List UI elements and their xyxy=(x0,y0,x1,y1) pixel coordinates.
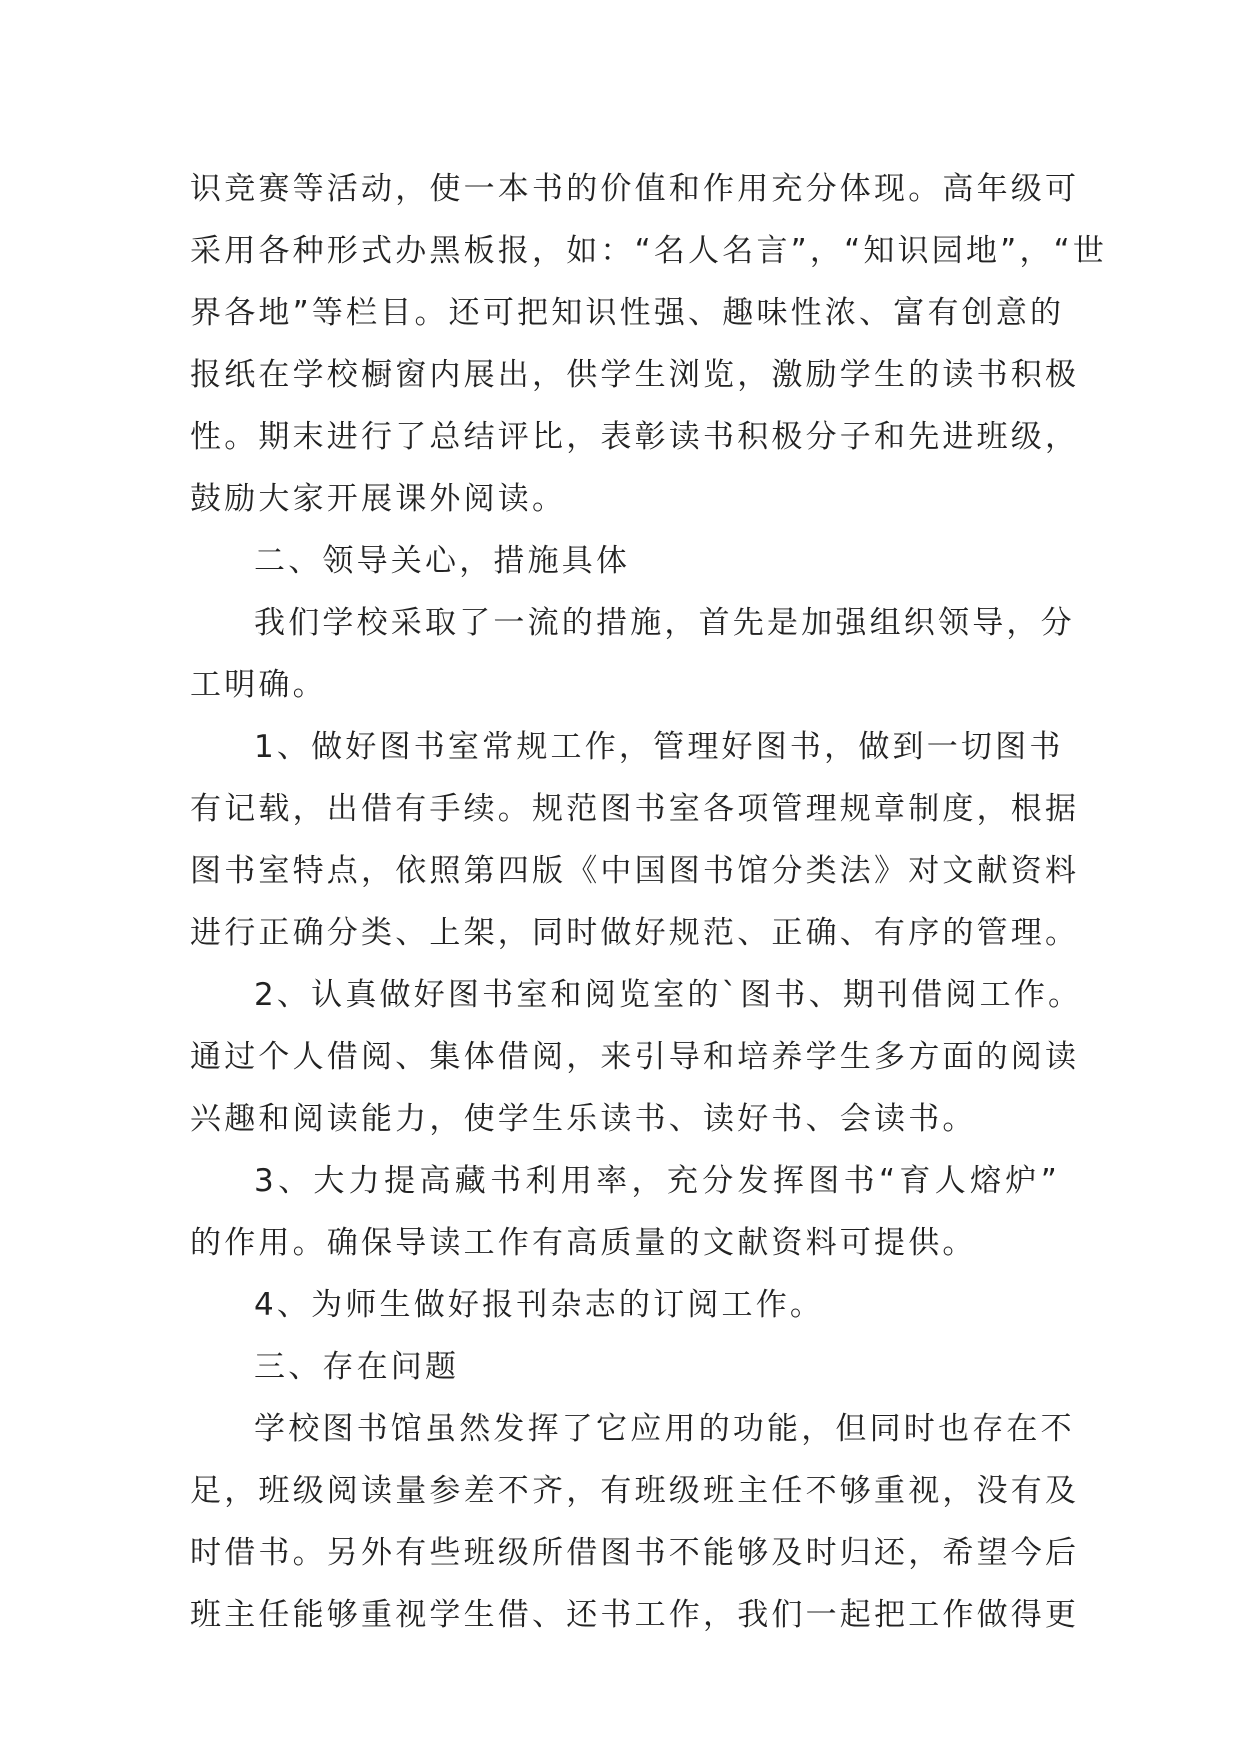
text-line: 识竞赛等活动，使一本书的价值和作用充分体现。高年级可 xyxy=(190,171,1080,207)
text-line: 学校图书馆虽然发挥了它应用的功能，但同时也存在不 xyxy=(254,1411,1075,1447)
list-item: 3、大力提高藏书利用率，充分发挥图书“育人熔炉” xyxy=(254,1163,1060,1199)
text-line: 时借书。另外有些班级所借图书不能够及时归还，希望今后 xyxy=(190,1535,1080,1571)
text-line: 有记载，出借有手续。规范图书室各项管理规章制度，根据 xyxy=(190,791,1080,827)
text-line: 性。期末进行了总结评比，表彰读书积极分子和先进班级， xyxy=(190,419,1080,455)
list-item: 4、为师生做好报刊杂志的订阅工作。 xyxy=(254,1287,825,1323)
text-line: 我们学校采取了一流的措施，首先是加强组织领导，分 xyxy=(254,605,1075,641)
list-item: 1、做好图书室常规工作，管理好图书，做到一切图书 xyxy=(254,729,1064,765)
text-line: 班主任能够重视学生借、还书工作，我们一起把工作做得更 xyxy=(190,1597,1080,1633)
text-line: 采用各种形式办黑板报，如：“名人名言”，“知识园地”，“世 xyxy=(190,233,1108,269)
text-line: 进行正确分类、上架，同时做好规范、正确、有序的管理。 xyxy=(190,915,1080,951)
section-heading: 二、领导关心，措施具体 xyxy=(254,543,631,579)
text-line: 足，班级阅读量参差不齐，有班级班主任不够重视，没有及 xyxy=(190,1473,1080,1509)
text-line: 兴趣和阅读能力，使学生乐读书、读好书、会读书。 xyxy=(190,1101,977,1137)
text-line: 报纸在学校橱窗内展出，供学生浏览，激励学生的读书积极 xyxy=(190,357,1080,393)
text-line: 的作用。确保导读工作有高质量的文献资料可提供。 xyxy=(190,1225,977,1261)
text-line: 工明确。 xyxy=(190,667,327,703)
document-body xyxy=(190,158,1108,1646)
text-line: 通过个人借阅、集体借阅，来引导和培养学生多方面的阅读 xyxy=(190,1039,1080,1075)
list-item: 2、认真做好图书室和阅览室的`图书、期刊借阅工作。 xyxy=(254,977,1083,1013)
section-heading: 三、存在问题 xyxy=(254,1349,460,1385)
text-line: 图书室特点，依照第四版《中国图书馆分类法》对文献资料 xyxy=(190,853,1080,889)
text-line: 界各地”等栏目。还可把知识性强、趣味性浓、富有创意的 xyxy=(190,295,1065,331)
text-line: 鼓励大家开展课外阅读。 xyxy=(190,481,567,517)
